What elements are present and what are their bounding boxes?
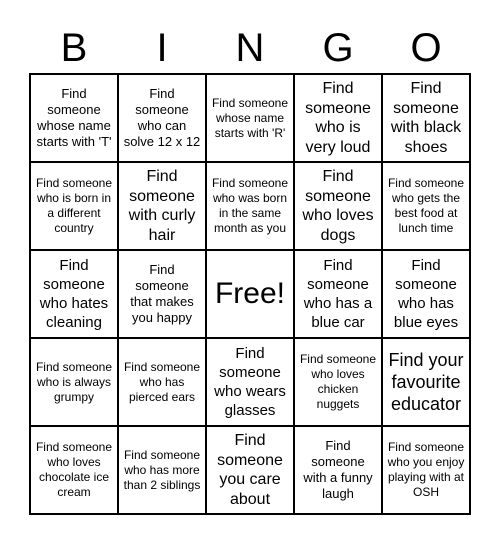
- header-letter-g: G: [322, 26, 354, 70]
- header-letter-b: B: [60, 26, 88, 70]
- free-cell[interactable]: Free!: [206, 250, 294, 338]
- bingo-cell[interactable]: Find someone who has more than 2 siblings: [118, 426, 206, 514]
- bingo-cell[interactable]: Find someone who is very loud: [294, 74, 382, 162]
- bingo-cell[interactable]: Find someone who is always grumpy: [30, 338, 118, 426]
- bingo-cell[interactable]: Find someone who was born in the same month as you: [206, 162, 294, 250]
- bingo-cell[interactable]: Find someone whose name starts with 'T': [30, 74, 118, 162]
- bingo-cell[interactable]: Find someone who has blue eyes: [382, 250, 470, 338]
- bingo-cell[interactable]: Find someone with curly hair: [118, 162, 206, 250]
- bingo-cell[interactable]: Find someone who has a blue car: [294, 250, 382, 338]
- bingo-cell[interactable]: Find someone who gets the best food at lunch time: [382, 162, 470, 250]
- bingo-cell[interactable]: Find someone who is born in a different country: [30, 162, 118, 250]
- bingo-header: [30, 22, 470, 74]
- header-letter-o: O: [410, 26, 442, 70]
- bingo-cell[interactable]: Find someone whose name starts with 'R': [206, 74, 294, 162]
- bingo-cell[interactable]: Find someone who loves chicken nuggets: [294, 338, 382, 426]
- bingo-cell[interactable]: Find someone with a funny laugh: [294, 426, 382, 514]
- bingo-cell[interactable]: Find someone who loves dogs: [294, 162, 382, 250]
- bingo-cell[interactable]: Find someone who has pierced ears: [118, 338, 206, 426]
- header-letter-i: I: [156, 26, 168, 70]
- bingo-cell[interactable]: Find someone who hates cleaning: [30, 250, 118, 338]
- bingo-cell[interactable]: Find someone who can solve 12 x 12: [118, 74, 206, 162]
- bingo-cell[interactable]: Find someone who loves chocolate ice cream: [30, 426, 118, 514]
- bingo-board: [29, 73, 471, 515]
- header-letter-n: N: [235, 26, 265, 70]
- bingo-cell[interactable]: Find someone with black shoes: [382, 74, 470, 162]
- bingo-cell[interactable]: Find your favourite educator: [382, 338, 470, 426]
- bingo-cell[interactable]: Find someone who wears glasses: [206, 338, 294, 426]
- bingo-cell[interactable]: Find someone who you enjoy playing with at OSH: [382, 426, 470, 514]
- bingo-cell[interactable]: Find someone you care about: [206, 426, 294, 514]
- bingo-cell[interactable]: Find someone that makes you happy: [118, 250, 206, 338]
